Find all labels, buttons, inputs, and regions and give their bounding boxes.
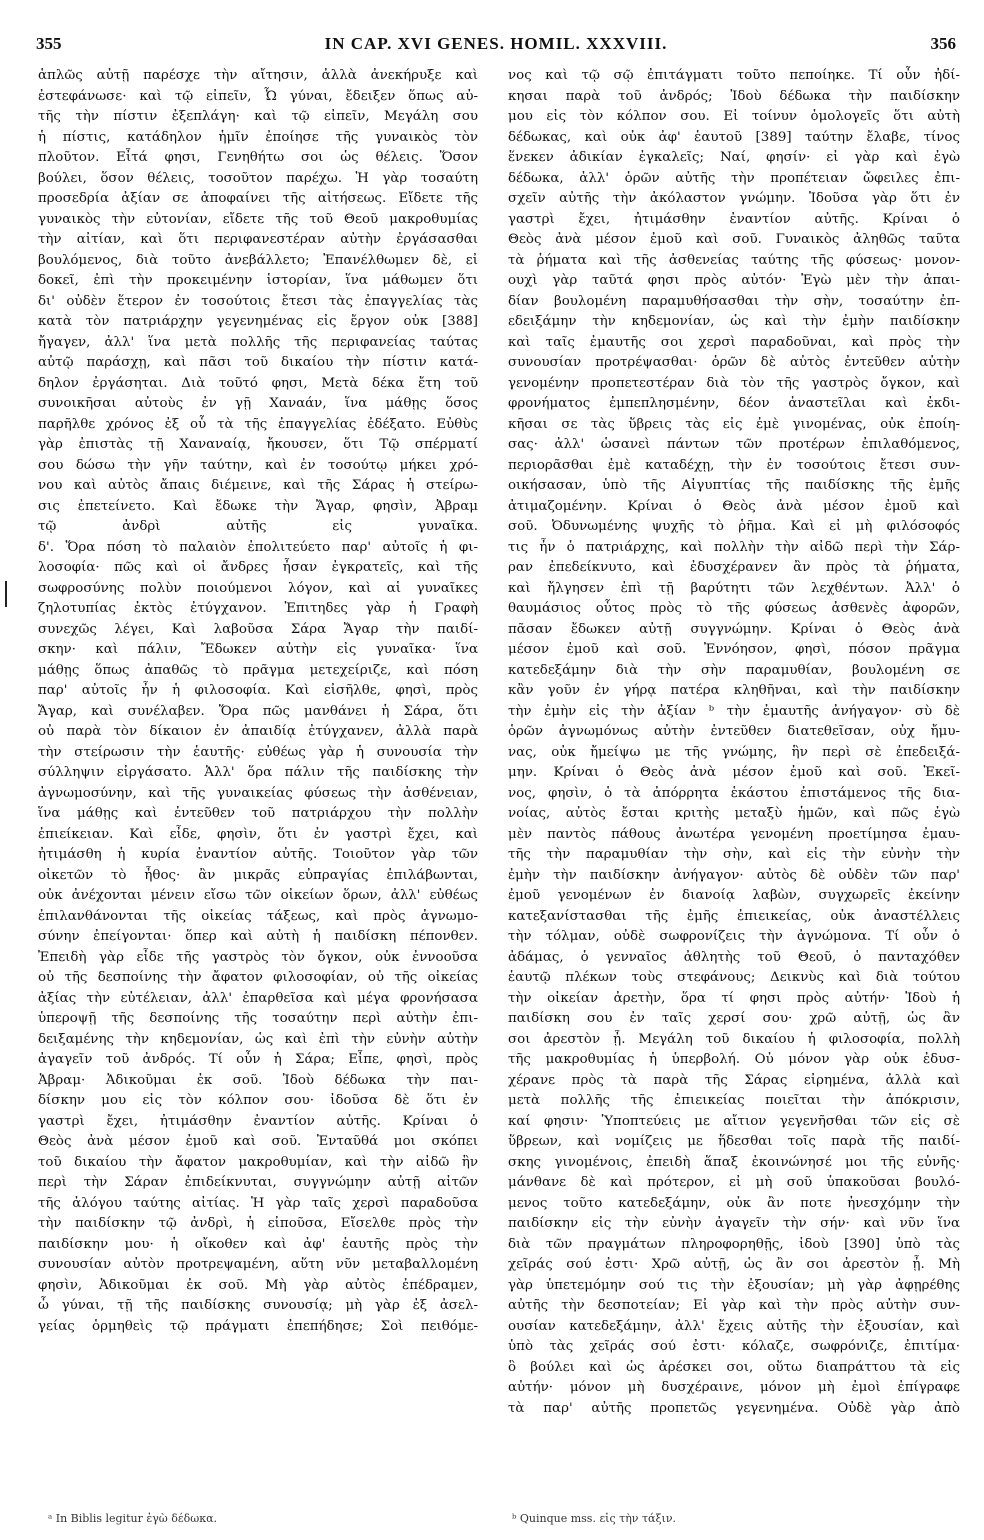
text-line: ἑαυτῷ πλέκων τοὺς στεφάνους; Δεικνὺς καὶ διὰ τούτου [508, 970, 960, 985]
left-column [38, 66, 478, 1337]
text-line: τὴν τόλμαν, οὐδὲ σωφρονίζεις τὴν ἀγνώμονα. Τί οὖν ὁ [508, 929, 960, 944]
text-line: μέσον ἐμοῦ καὶ σοῦ. Ἐννόησον, φησὶ, πόσον πρᾶγμα [508, 642, 960, 657]
text-line: Θεὸς ἀνὰ μέσον ἐμοῦ καὶ σοῦ. Γυναικὸς ἀληθῶς ταῦτα [508, 232, 960, 247]
text-line: τῆς τὴν παραμυθίαν τὴν σὴν, καὶ εἰς τὴν εὐνὴν τὴν [508, 847, 960, 862]
text-line: νας, οὐκ ἤμείψω με τῆς γνώμης, ἣν περὶ σὲ ἐπεδειξά- [508, 744, 960, 760]
text-line: ὑπὸ τὰς χεῖράς σού ἐστι· κόλαζε, σωφρόνιζε, ἐπιτίμα· [508, 1339, 960, 1354]
text-line: προσεδρία ἀξίαν σε ἀποφαίνει τῆς αἰτήσεως. Εἴδετε τῆς [38, 191, 478, 206]
text-line: τὴν ἐμὴν εἰς τὴν ἀξίαν ᵇ τὴν ἐμαυτῆς ἀνήγαγον· σὺ δὲ [508, 703, 960, 719]
text-line: θαυμάσιος οὗτος πρὸς τὸ τῆς φύσεως ἀσθενὲς ἀφορῶν, [508, 601, 960, 616]
text-line: παιδίσκην εἰς τὴν εὐνὴν ἀγαγεῖν τὴν σήν· καὶ νῦν ἵνα [508, 1216, 960, 1231]
text-line: δηλον ἐργάσηται. Διὰ τοῦτό φησι, Μετὰ δέκα ἔτη τοῦ [38, 375, 478, 391]
text-line: τοῦ δικαίου τὴν ἄφατον μακροθυμίαν, καὶ τὴν αἰδῶ ἣν [38, 1154, 478, 1170]
text-line: τὴν οἰκείαν ἀρετὴν, ὅρα τί φησι πρὸς αὐτήν· Ἰδοὺ ἡ [508, 990, 960, 1006]
text-line: ἡ πίστις, κατάδηλον ἡμῖν ἐποίησε τῆς γυναικὸς τὸν [38, 129, 478, 145]
text-line: ἠτιμάσθη ἡ κυρία ἐναντίον αὐτῆς. Τοιοῦτον γὰρ τῶν [38, 847, 478, 862]
running-header [36, 34, 956, 60]
text-line: φησὶν, Ἀδικοῦμαι ἐκ σοῦ. Μὴ γὰρ αὐτὸς ἐπέδραμεν, [38, 1277, 478, 1293]
page-number-right: 356 [930, 34, 956, 53]
text-line: νοίας, αὐτὸς ἔσται κριτὴς μεταξὺ ἡμῶν, καὶ πῶς ἐγὼ [508, 806, 960, 821]
text-line: τὴν στείρωσιν τὴν ἑαυτῆς· εὐθέως γὰρ ἡ συνουσία τὴν [38, 744, 478, 760]
text-line: ἐπιλανθάνονται τῆς οἰκείας τάξεως, καὶ πρὸς ἀγνωμο- [38, 908, 478, 924]
text-line: ὃ βούλει καὶ ὡς ἀρέσκει σοι, οὕτω διαπράττου τὰ εἰς [508, 1359, 960, 1375]
text-line: βουλόμενος, διὰ τοῦτο ἀνεβάλλετο; Ἐπανέλθωμεν δὲ, εἰ [38, 252, 478, 268]
text-line: Ἐπειδὴ γὰρ εἶδε τῆς γαστρὸς τὸν ὄγκον, οὐκ ἐννοοῦσα [38, 949, 478, 965]
text-line: κησαι παρὰ τοῦ ἀνδρός; Ἰδοὺ δέδωκα τὴν παιδίσκην [508, 88, 960, 104]
text-line: ἕνεκεν ἀδικίαν ἐγκαλεῖς; Ναί, φησίν· εἰ γὰρ καὶ ἐγὼ [508, 150, 960, 165]
text-line: μὲν παντὸς πάθους ἀνωτέρα γενομένη προετίμησα ἐμαυ- [508, 826, 960, 842]
text-line: οὐ παρὰ τὸν δίκαιον ἐν ἀπαιδίᾳ ἐτύγχανεν, ἀλλὰ παρὰ [38, 724, 478, 739]
text-line: οἰκετῶν τὸ ἦθος· ἂν μικρᾶς εὐπραγίας ἐπιλάβωνται, [38, 867, 478, 883]
text-line: φρονήματος ἐμπεπλησμένην, δέον ἀναστεῖλαι καὶ ἐκδι- [508, 396, 960, 411]
text-line: εδειξάμην τὴν κηδεμονίαν, ὡς καὶ τὴν ἐμὴν παιδίσκην [508, 314, 960, 329]
text-line: ζηλοτυπίας ἐκτὸς ἐτύγχανον. Ἐπιτηδες γὰρ ἡ Γραφὴ [38, 601, 478, 616]
text-line: νου καὶ αὐτὸς ἄπαις διέμεινε, καὶ τῆς Σάρας ἡ στείρω- [38, 478, 478, 493]
text-line: γαστρὶ ἔχει, ἠτιμάσθην ἐναντίον αὐτῆς. Κρίναι ὁ [508, 211, 960, 227]
text-line: γυναικὸς τὴν εὐτονίαν, εἴδετε τῆς τοῦ Θεοῦ μακροθυμίας [38, 211, 478, 227]
text-line: κἂν γοῦν ἐν γήρᾳ πατέρα κληθῆναι, καὶ τὴν παιδίσκην [508, 683, 960, 698]
text-line: σοῦ. Ὀδυνωμένης ψυχῆς τὸ ῥῆμα. Καὶ εἰ μὴ φιλόσοφός [508, 519, 960, 534]
text-line: γὰρ ἐπιστὰς τῇ Χαναναίᾳ, ἤκουσεν, ὅτι Τῷ σπέρματί [38, 437, 478, 452]
right-column [508, 66, 960, 1419]
text-line: κατεδεξάμην διὰ τὴν σὴν παραμυθίαν, βουλομένη σε [508, 662, 960, 678]
text-line: γείας ὁρμηθεὶς τῷ πράγματι ἐπεπήδησε; Σοὶ πειθόμε- [38, 1318, 478, 1334]
text-line: τῆς μακροθυμίας ἡ ὑπερβολή. Οὐ μόνον γὰρ οὐκ ἐδυσ- [508, 1052, 960, 1067]
text-line: παρῆλθε χρόνος ἐξ οὗ τὰ τῆς ἐπαγγελίας ἐδέξατο. Εὐθὺς [38, 416, 478, 432]
text-line: σοι ἀρεστὸν ᾖ. Μεγάλη τοῦ δικαίου ἡ φιλοσοφία, πολλὴ [508, 1031, 960, 1047]
text-line: ουχὶ γὰρ ταῦτά φησι πρὸς αὐτόν· Ἐγὼ μὲν τὴν ἀπαι- [508, 273, 960, 288]
text-line: οὐ τῆς δεσποίνης τὴν ἄφατον φιλοσοφίαν, οὐ τῆς οἰκείας [38, 970, 478, 985]
text-line: βούλει, ὅσον θέλεις, τοσοῦτον παρέχω. Ἡ γὰρ τοσαύτη [38, 170, 478, 186]
text-line: γαστρὶ ἔχει, ἠτιμάσθην ἐναντίον αὐτῆς. Κρίναι ὁ [38, 1113, 478, 1129]
text-line: ουσίαν κατεδεξάμην, ἀλλ' ἔχεις αὐτῆς τὴν ἐξουσίαν, καὶ [508, 1318, 960, 1334]
text-line: ὦ γύναι, τῇ τῆς παιδίσκης συνουσίᾳ; μὴ γὰρ ἐξ ἀσελ- [38, 1298, 478, 1313]
text-line: λοσοφία· πῶς καὶ οἱ ἄνδρες ἦσαν ἐγκρατεῖς, καὶ τῆς [38, 560, 478, 575]
text-line: μάνθανε δὲ καὶ πρότερον, εἰ μὴ σοῦ ὑπακοῦσαι βουλό- [508, 1175, 960, 1190]
text-line: δίσκην μου εἰς τὸν κόλπον σου· ἰδοῦσα δὲ ὅτι ἐν [38, 1093, 478, 1108]
text-line: κατεξανίστασθαι τῆς ἐμῆς ἐπιεικείας, οὐκ ἀναστέλλεις [508, 908, 960, 924]
margin-mark [5, 581, 7, 607]
text-line: ἐμοῦ γενομένων ἐν διανοίᾳ λαβὼν, συγχωρεῖς ἐκείνην [508, 888, 960, 903]
text-line: δοκεῖ, ἐπὶ τὴν προκειμένην ἱστορίαν, ἵνα μάθωμεν ὅτι [38, 273, 478, 288]
text-line: καὶ ταῖς ἐμαυτῆς σοι χερσὶ παραδοῦναι, καὶ πρὸς τὴν [508, 334, 960, 350]
text-line: αὐτῷ παράσχῃ, καὶ πᾶσι τοῦ δικαίου τὴν πίστιν κατά- [38, 355, 478, 370]
text-line: σωφροσύνης πολὺν ποιούμενοι λόγον, καὶ αἱ γυναῖκες [38, 580, 478, 596]
text-line: καί φησιν· Ὑποπτεύεις με αἴτιον γεγενῆσθαι τῶν εἰς σὲ [508, 1113, 960, 1129]
footnote-left: ᵃ In Biblis legitur ἐγὼ δέδωκα. [48, 1512, 217, 1525]
text-line: νος, φησὶν, ὁ τὰ ἀπόρρητα ἑκάστου ἐπιστάμενος τῆς δια- [508, 785, 960, 801]
text-line: ἵνα μάθῃς καὶ ἐντεῦθεν τοῦ πατριάρχου τὴν πολλὴν [38, 806, 478, 821]
text-line: τὰ παρ' αὐτῆς προπετῶς γεγενημένα. Οὐδὲ γὰρ ἀπὸ [508, 1400, 960, 1416]
text-line: οικήσασαν, ὑπὸ τῆς Αἰγυπτίας τῆς παιδίσκης τῆς ἐμῆς [508, 478, 960, 493]
text-line: σκην· καὶ πάλιν, Ἔδωκεν αὐτὴν εἰς γυναῖκα· ἵνα [38, 642, 478, 657]
text-line: περιορᾶσθαι ἐμὲ καταδέχῃ, τὴν ἐν τοσούτοις ἔτεσι συν- [508, 457, 960, 473]
footnote-right: ᵇ Quinque mss. εἰς τὴν τάξιν. [512, 1512, 677, 1525]
text-line: παιδίσκη σου ἐν ταῖς χερσί σου· χρῶ αὐτῇ, ὡς ἂν [508, 1011, 960, 1026]
text-line: σις ἐπετείνετο. Καὶ ἔδωκε τὴν Ἄγαρ, φησὶν, Ἀβραμ [38, 498, 478, 514]
text-line: τις ἦν ὁ πατριάρχης, καὶ πολλὴν τὴν αἰδῶ περὶ τὴν Σάρ- [508, 539, 960, 555]
text-line: αὐτήν· μόνον μὴ δυσχέραινε, μόνον μὴ ἐμοὶ ἐπίγραφε [508, 1380, 960, 1395]
text-line: δέδωκα, ἀλλ' ὁρῶν αὐτῆς τὴν προπέτειαν ὤφειλες ἐπι- [508, 170, 960, 186]
text-line: ραν ἐπεδείκνυτο, καὶ ἐδυσχέρανεν ἂν πρὸς τὰ ῥήματα, [508, 560, 960, 575]
text-line: γὰρ ὑπετεμόμην σού τις τὴν ἐξουσίαν; μὴ γὰρ ἀφῃρέθης [508, 1277, 960, 1293]
text-line: ἐμὴν τὴν παιδίσκην ἀνήγαγον· αὐτὸς δὲ οὐδὲν τῶν παρ' [508, 867, 960, 883]
text-line: συνοικῆσαι αὐτοὺς ἐν γῇ Χαναάν, ἵνα μάθῃς ὅσος [38, 396, 478, 411]
text-line: κατὰ τὸν πατριάρχην γεγενημένας εἰς ἔργον οὐκ [388] [38, 314, 478, 329]
text-line: πλοῦτον. Εἶτά φησι, Γενηθήτω σοι ὡς θέλεις. Ὅσον [38, 150, 478, 165]
text-line: Θεὸς ἀνὰ μέσον ἐμοῦ καὶ σοῦ. Ἐνταῦθά μοι σκόπει [38, 1134, 478, 1149]
text-line: μάθῃς ὅπως ἀπαθῶς τὸ πρᾶγμα μετεχείριζε, καὶ πόση [38, 662, 478, 678]
text-line: τὴν παιδίσκην τῷ ἀνδρὶ, ἡ εἰποῦσα, Εἴσελθε πρὸς τὴν [38, 1216, 478, 1231]
text-line: δέδωκας, καὶ οὐκ ἀφ' ἑαυτοῦ [389] ταύτην ἔλαβε, τίνος [508, 129, 960, 145]
text-line: οὐκ ἀνέχονται μένειν εἴσω τῶν οἰκείων ὅρων, ἀλλ' εὐθέως [38, 888, 478, 903]
text-line: ἁπλῶς αὐτῇ παρέσχε τὴν αἴτησιν, ἀλλὰ ἀνεκήρυξε καὶ [38, 68, 478, 83]
text-line: τῆς τὴν πίστιν ἐξεπλάγη· καὶ τῷ εἰπεῖν, Μεγάλη σου [38, 109, 478, 124]
text-line: τὰ ῥήματα καὶ τῆς ἀσθενείας ταύτης τῆς φύσεως· μονον- [508, 252, 960, 268]
text-line: ἤγαγεν, ἀλλ' ἵνα μετὰ πολλῆς τῆς περιφανείας ταύτας [38, 334, 478, 350]
text-line: τῆς ἀλόγου ταύτης αἰτίας. Ἡ γὰρ ταῖς χερσὶ παραδοῦσα [38, 1195, 478, 1211]
text-line: συνεχῶς λέγει, Καὶ λαβοῦσα Σάρα Ἄγαρ τὴν παιδί- [38, 621, 478, 637]
text-line: μενος τοῦτο κατεδεξάμην, οὐκ ἂν ποτε ἠνεσχόμην τὴν [508, 1195, 960, 1211]
text-line: ὑπεροψῇ τῆς δεσποίνης τῆς τοσαύτην περὶ αὐτὴν ἐπι- [38, 1011, 478, 1026]
text-line: ἀξίας τὴν εὐτέλειαν, ἀλλ' ἐπαρθεῖσα καὶ μέγα φρονήσασα [38, 990, 478, 1006]
text-line: ὁρῶν ἀγνωμόνως αὐτὴν ἐντεῦθεν διατεθεῖσαν, οὐχ ἤμυ- [508, 724, 960, 739]
running-title: IN CAP. XVI GENES. HOMIL. XXXVIII. [324, 34, 668, 53]
text-line: ὕβρεων, καὶ νομίζεις με ἥδεσθαι τοῖς παρὰ τῆς παιδί- [508, 1134, 960, 1149]
text-line: τῷ ἀνδρὶ αὐτῆς εἰς γυναῖκα. [38, 519, 478, 534]
text-line: περὶ τὴν Σάραν ἐπιδείκνυται, συγγνώμην αὐτῇ αἰτῶν [38, 1175, 478, 1190]
text-line: ἀγνωμοσύνην, καὶ τῆς γυναικείας φύσεως τὴν ἀσθένειαν, [38, 785, 478, 801]
text-line: μου εἰς τὸν κόλπον σου. Εἰ τοίνυν ὁμολογεῖς ὅτι αὐτὴ [508, 109, 960, 124]
text-line: ἀτιμαζομένην. Κρίναι ὁ Θεὸς ἀνὰ μέσον ἐμοῦ καὶ [508, 498, 960, 514]
text-line: καὶ ἤλγησεν ἐπὶ τῇ βαρύτητι τῶν λεχθέντων. Ἀλλ' ὁ [508, 580, 960, 596]
text-line: ἐστεφάνωσε· καὶ τῷ εἰπεῖν, Ὦ γύναι, ἔδειξεν ὅπως αὐ- [38, 88, 478, 104]
text-line: νος καὶ τῷ σῷ ἐπιτάγματι τοῦτο πεποίηκε. Τί οὖν ἠδί- [508, 68, 960, 83]
text-line: διὰ τῶν πραγμάτων πληροφορηθῇς, ἰδοὺ [390] ὑπὸ τὰς [508, 1236, 960, 1252]
text-line: ἀδάμας, ὁ γενναῖος ἀθλητὴς τοῦ Θεοῦ, ὁ πανταχόθεν [508, 949, 960, 965]
text-line: σας· ἀλλ' ὡσανεὶ πάντων τῶν προτέρων ἐπιλαθόμενος, [508, 437, 960, 452]
text-line: ἐπιείκειαν. Καὶ εἶδε, φησὶν, ὅτι ἐν γαστρὶ ἔχει, καὶ [38, 826, 478, 842]
text-line: μην. Κρίναι ὁ Θεὸς ἀνὰ μέσον ἐμοῦ καὶ σοῦ. Ἐκεῖ- [508, 765, 960, 780]
text-line: γενομένην προπετεστέραν διὰ τὸν τῆς γαστρὸς ὄγκον, καὶ [508, 375, 960, 391]
text-line: δίαν βουλομένη παραμυθήσασθαι τὴν σὴν, τοσαύτην ἐπ- [508, 293, 960, 309]
text-line: σύνην ἐπείγονται· ὅπερ καὶ αὐτὴ ἡ παιδίσκη πέπονθεν. [38, 929, 478, 944]
text-line: μετὰ πολλῆς τῆς ἐπιεικείας ποιεῖται τὴν ἀπόκρισιν, [508, 1093, 960, 1108]
text-line: Ἄγαρ, καὶ συνέλαβεν. Ὅρα πῶς μανθάνει ἡ Σάρα, ὅτι [38, 703, 478, 719]
text-line: πᾶσαν ἔδωκεν αὐτῇ συγγνώμην. Κρίναι ὁ Θεὸς ἀνὰ [508, 621, 960, 637]
text-line: χέρανε πρὸς τὰ παρὰ τῆς Σάρας εἰρημένα, ἀλλὰ καὶ [508, 1072, 960, 1088]
text-line: σχεῖν αὐτῆς τὴν ἀκόλαστον γνώμην. Ἰδοῦσα γὰρ ὅτι ἐν [508, 191, 960, 206]
text-line: χεῖράς σού ἐστι· Χρῶ αὐτῇ, ὡς ἂν σοι ἀρεστὸν ᾖ. Μὴ [508, 1257, 960, 1272]
text-line: παρ' αὐτοῖς ἦν ἡ φιλοσοφία. Καὶ εἰσῆλθε, φησὶ, πρὸς [38, 683, 478, 698]
text-line: ἀγαγεῖν τοῦ ἀνδρός. Τί οὖν ἡ Σάρα; Εἶπε, φησὶ, πρὸς [38, 1052, 478, 1067]
text-line: Ἀβραμ· Ἀδικοῦμαι ἐκ σοῦ. Ἰδοὺ δέδωκα τὴν παι- [38, 1072, 478, 1088]
text-line: δειξαμένης τὴν κηδεμονίαν, ὡς καὶ ἐπὶ τὴν εὐνὴν αὐτὴν [38, 1031, 478, 1047]
text-line: σου δώσω τὴν γῆν ταύτην, καὶ ἐν τοσούτῳ μήκει χρό- [38, 457, 478, 473]
text-line: παιδίσκην μου· ἡ οἴκοθεν καὶ ἀφ' ἑαυτῆς πρὸς τὴν [38, 1236, 478, 1252]
text-line: δι' οὐδὲν ἕτερον ἐν τοσούτοις ἔτεσι τὰς ἐπαγγελίας τὰς [38, 293, 478, 309]
page-number-left: 355 [36, 34, 62, 53]
text-line: σκης γινομένοις, ἐπειδὴ ἅπαξ ἐκοινώνησέ μοι τῆς εὐνῆς· [508, 1154, 960, 1170]
text-line: κῆσαι σε τὰς ὕβρεις τὰς εἰς ἐμὲ γινομένας, οὐκ ἐποίη- [508, 416, 960, 432]
text-line: σύλληψιν εἰργάσατο. Ἀλλ' ὅρα πάλιν τῆς παιδίσκης τὴν [38, 765, 478, 780]
text-line: συνουσίαν προτρέψασθαι· ὁρῶν δὲ αὐτὸς ἐντεῦθεν αὐτὴν [508, 355, 960, 370]
text-line: συνουσίαν αὐτὸν προτρεψαμένη, αὕτη νῦν μεταβαλλομένη [38, 1257, 478, 1272]
text-line: αὐτῆς τὴν δεσποτείαν; Εἰ γὰρ καὶ τὴν πρὸς αὐτὴν συν- [508, 1298, 960, 1313]
text-line: δ'. Ὅρα πόση τὸ παλαιὸν ἐπολιτεύετο παρ' αὐτοῖς ἡ φι- [38, 539, 478, 555]
text-line: τὴν αἰτίαν, καὶ ὅτι περιφανεστέραν αὐτὴν ἐργάσασθαι [38, 232, 478, 247]
